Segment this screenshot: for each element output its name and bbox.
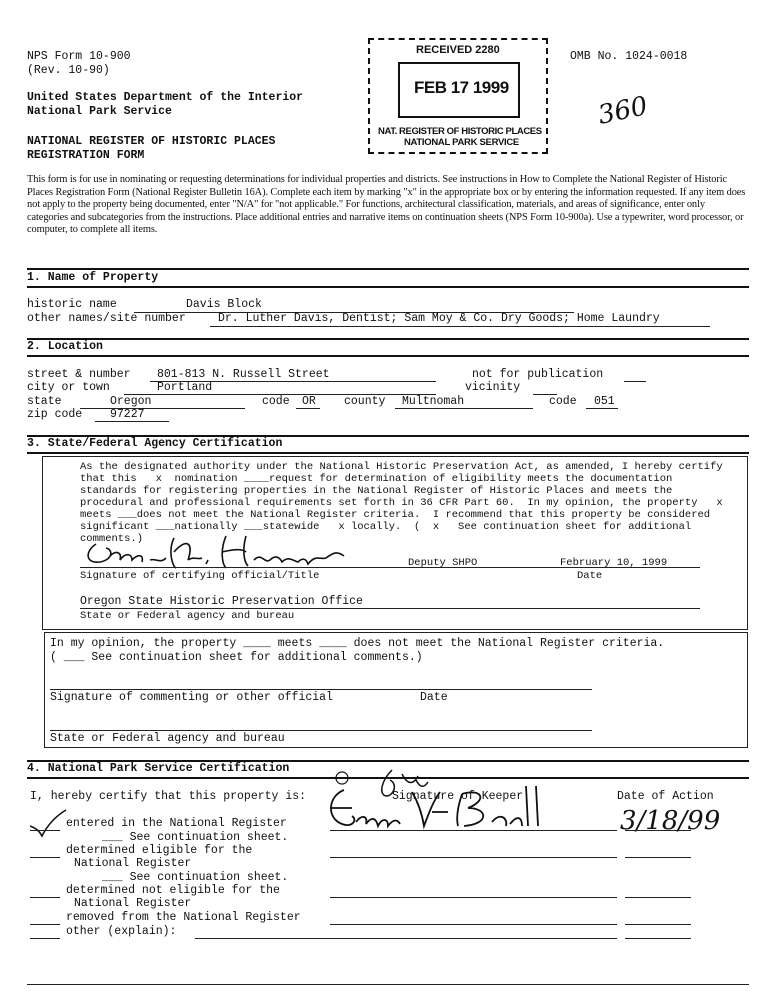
city-value: Portland: [157, 381, 213, 394]
option-blank: [30, 830, 60, 831]
section4-heading: 4. National Park Service Certification: [27, 762, 290, 775]
comment-signature-label: Signature of commenting or other official: [50, 691, 333, 704]
date-of-action-label: Date of Action: [617, 790, 714, 803]
zip-label: zip code: [27, 408, 83, 421]
stamp-line2: NATIONAL PARK SERVICE: [404, 137, 519, 148]
underline: [80, 408, 245, 409]
handwritten-note: 360: [595, 91, 651, 131]
date-label: Date: [577, 570, 603, 582]
county-label: county: [344, 395, 386, 408]
stamp-date-box: [398, 62, 520, 118]
option-blank: [30, 897, 60, 898]
stamp-line1: NAT. REGISTER OF HISTORIC PLACES: [378, 126, 542, 137]
certify-statement: I, hereby certify that this property is:: [30, 790, 307, 803]
not-for-publication-label: not for publication: [472, 368, 604, 381]
cert-text-line7: comments.): [80, 533, 144, 545]
option-eligible-nr: National Register: [74, 857, 192, 870]
option-eligible-continuation: ___ See continuation sheet.: [102, 871, 289, 884]
county-code-value: 051: [594, 395, 615, 408]
historic-name-value: Davis Block: [186, 298, 262, 311]
cert-text-line4: procedural and professional requirements set forth in 36 CFR Part 60. In my opinion, the property x: [80, 497, 723, 509]
form-title: NATIONAL REGISTER OF HISTORIC PLACES: [27, 135, 276, 148]
section2-heading: 2. Location: [27, 340, 103, 353]
form-number: NPS Form 10-900: [27, 50, 131, 63]
underline: [210, 326, 710, 327]
date-line: [625, 830, 691, 831]
option-other: other (explain):: [66, 925, 177, 938]
state-value: Oregon: [110, 395, 152, 408]
option-blank: [30, 938, 60, 939]
underline: [395, 408, 533, 409]
comment-date-label: Date: [420, 691, 448, 704]
divider: [27, 268, 749, 270]
certifying-date-value: February 10, 1999: [560, 557, 668, 569]
comment-signature-line: [50, 689, 592, 690]
date-line: [625, 897, 691, 898]
omb-number: OMB No. 1024-0018: [570, 50, 688, 63]
date-line: [625, 924, 691, 925]
keeper-line: [330, 897, 617, 898]
date-line: [625, 857, 691, 858]
divider: [27, 984, 749, 985]
signature-label: Signature of certifying official/Title: [80, 570, 320, 582]
city-label: city or town: [27, 381, 110, 394]
cert-text-line3: standards for registering properties in the National Register of Historic Places and meets the: [80, 485, 673, 497]
department: United States Department of the Interior: [27, 91, 304, 104]
state-label: state: [27, 395, 62, 408]
keeper-line: [330, 924, 617, 925]
other-explain-line: [195, 938, 617, 939]
option-not-eligible: determined not eligible for the: [66, 884, 280, 897]
street-label: street & number: [27, 368, 131, 381]
cert-text-line1: As the designated authority under the National Historic Preservation Act, as amended, I hereby certify: [80, 461, 723, 473]
agency-line: [80, 608, 700, 609]
option-eligible: determined eligible for the: [66, 844, 253, 857]
agency: National Park Service: [27, 105, 172, 118]
street-value: 801-813 N. Russell Street: [157, 368, 330, 381]
section3-heading: 3. State/Federal Agency Certification: [27, 437, 283, 450]
received-stamp: [368, 38, 548, 154]
divider: [27, 338, 749, 340]
option-blank: [30, 924, 60, 925]
form-revision: (Rev. 10-90): [27, 64, 110, 77]
divider: [27, 286, 749, 288]
checkmark-icon: [28, 808, 68, 838]
keeper-signature-label: Signature of Keeper: [392, 790, 524, 803]
option-removed: removed from the National Register: [66, 911, 301, 924]
agency-label: State or Federal agency and bureau: [80, 610, 295, 622]
cert-text-line6: significant ___nationally ___statewide x locally. ( x See continuation sheet for additional: [80, 521, 692, 533]
opinion-line1: In my opinion, the property ____ meets ____ does not meet the National Register criteria.: [50, 637, 665, 650]
state-code-value: OR: [302, 395, 316, 408]
vicinity-label: vicinity: [465, 381, 521, 394]
handwritten-date-of-action: 3/18/99: [620, 806, 721, 836]
comment-agency-line: [50, 730, 592, 731]
option-not-eligible-nr: National Register: [74, 897, 192, 910]
historic-name-label: historic name: [27, 298, 117, 311]
divider: [27, 452, 749, 454]
agency-value: Oregon State Historic Preservation Office: [80, 595, 363, 608]
county-value: Multnomah: [402, 395, 465, 408]
keeper-line: [330, 857, 617, 858]
option-blank: [30, 857, 60, 858]
keeper-line: [330, 830, 617, 831]
underline: [586, 408, 618, 409]
state-code-label: code: [262, 395, 290, 408]
section1-heading: 1. Name of Property: [27, 271, 159, 284]
cert-text-line2: that this x nomination ____request for determination of eligibility meets the documentation: [80, 473, 673, 485]
date-line: [625, 938, 691, 939]
option-entered-continuation: ___ See continuation sheet.: [102, 831, 289, 844]
comment-agency-label: State or Federal agency and bureau: [50, 732, 285, 745]
underline: [95, 421, 169, 422]
not-for-publication-blank: [624, 381, 646, 382]
form-subtitle: REGISTRATION FORM: [27, 149, 145, 162]
other-names-value: Dr. Luther Davis, Dentist; Sam Moy & Co. Dry Goods; Home Laundry: [218, 312, 660, 325]
option-entered: entered in the National Register: [66, 817, 287, 830]
instructions-paragraph: This form is for use in nominating or requesting determinations for individual properties and districts. See instructions in How to Complete the National Register of Historic Places Registration Form (National Register Bulletin 16A). Complete each item by marking "x" in the appropriate box or by entering the information requested. If any item does not apply to the property being documented, enter "N/A" for "not applicable." For functions, architectural classification, materials, and areas of significance, enter only categories and subcategories from the instructions. Place additional entries and narrative items on continuation sheets (NPS Form 10-900a). Use a typewriter, word processor, or computer, to complete all items.: [27, 174, 746, 235]
underline: [296, 408, 320, 409]
zip-value: 97227: [110, 408, 145, 421]
cert-text-line5: meets ___does not meet the National Register criteria. I recommend that this property be considered: [80, 509, 711, 521]
opinion-line2: ( ___ See continuation sheet for additional comments.): [50, 651, 423, 664]
stamp-received: RECEIVED 2280: [416, 44, 500, 56]
stamp-date: FEB 17 1999: [414, 78, 509, 97]
certifying-title-value: Deputy SHPO: [408, 557, 478, 569]
county-code-label: code: [549, 395, 577, 408]
other-names-label: other names/site number: [27, 312, 186, 325]
divider: [27, 355, 749, 357]
